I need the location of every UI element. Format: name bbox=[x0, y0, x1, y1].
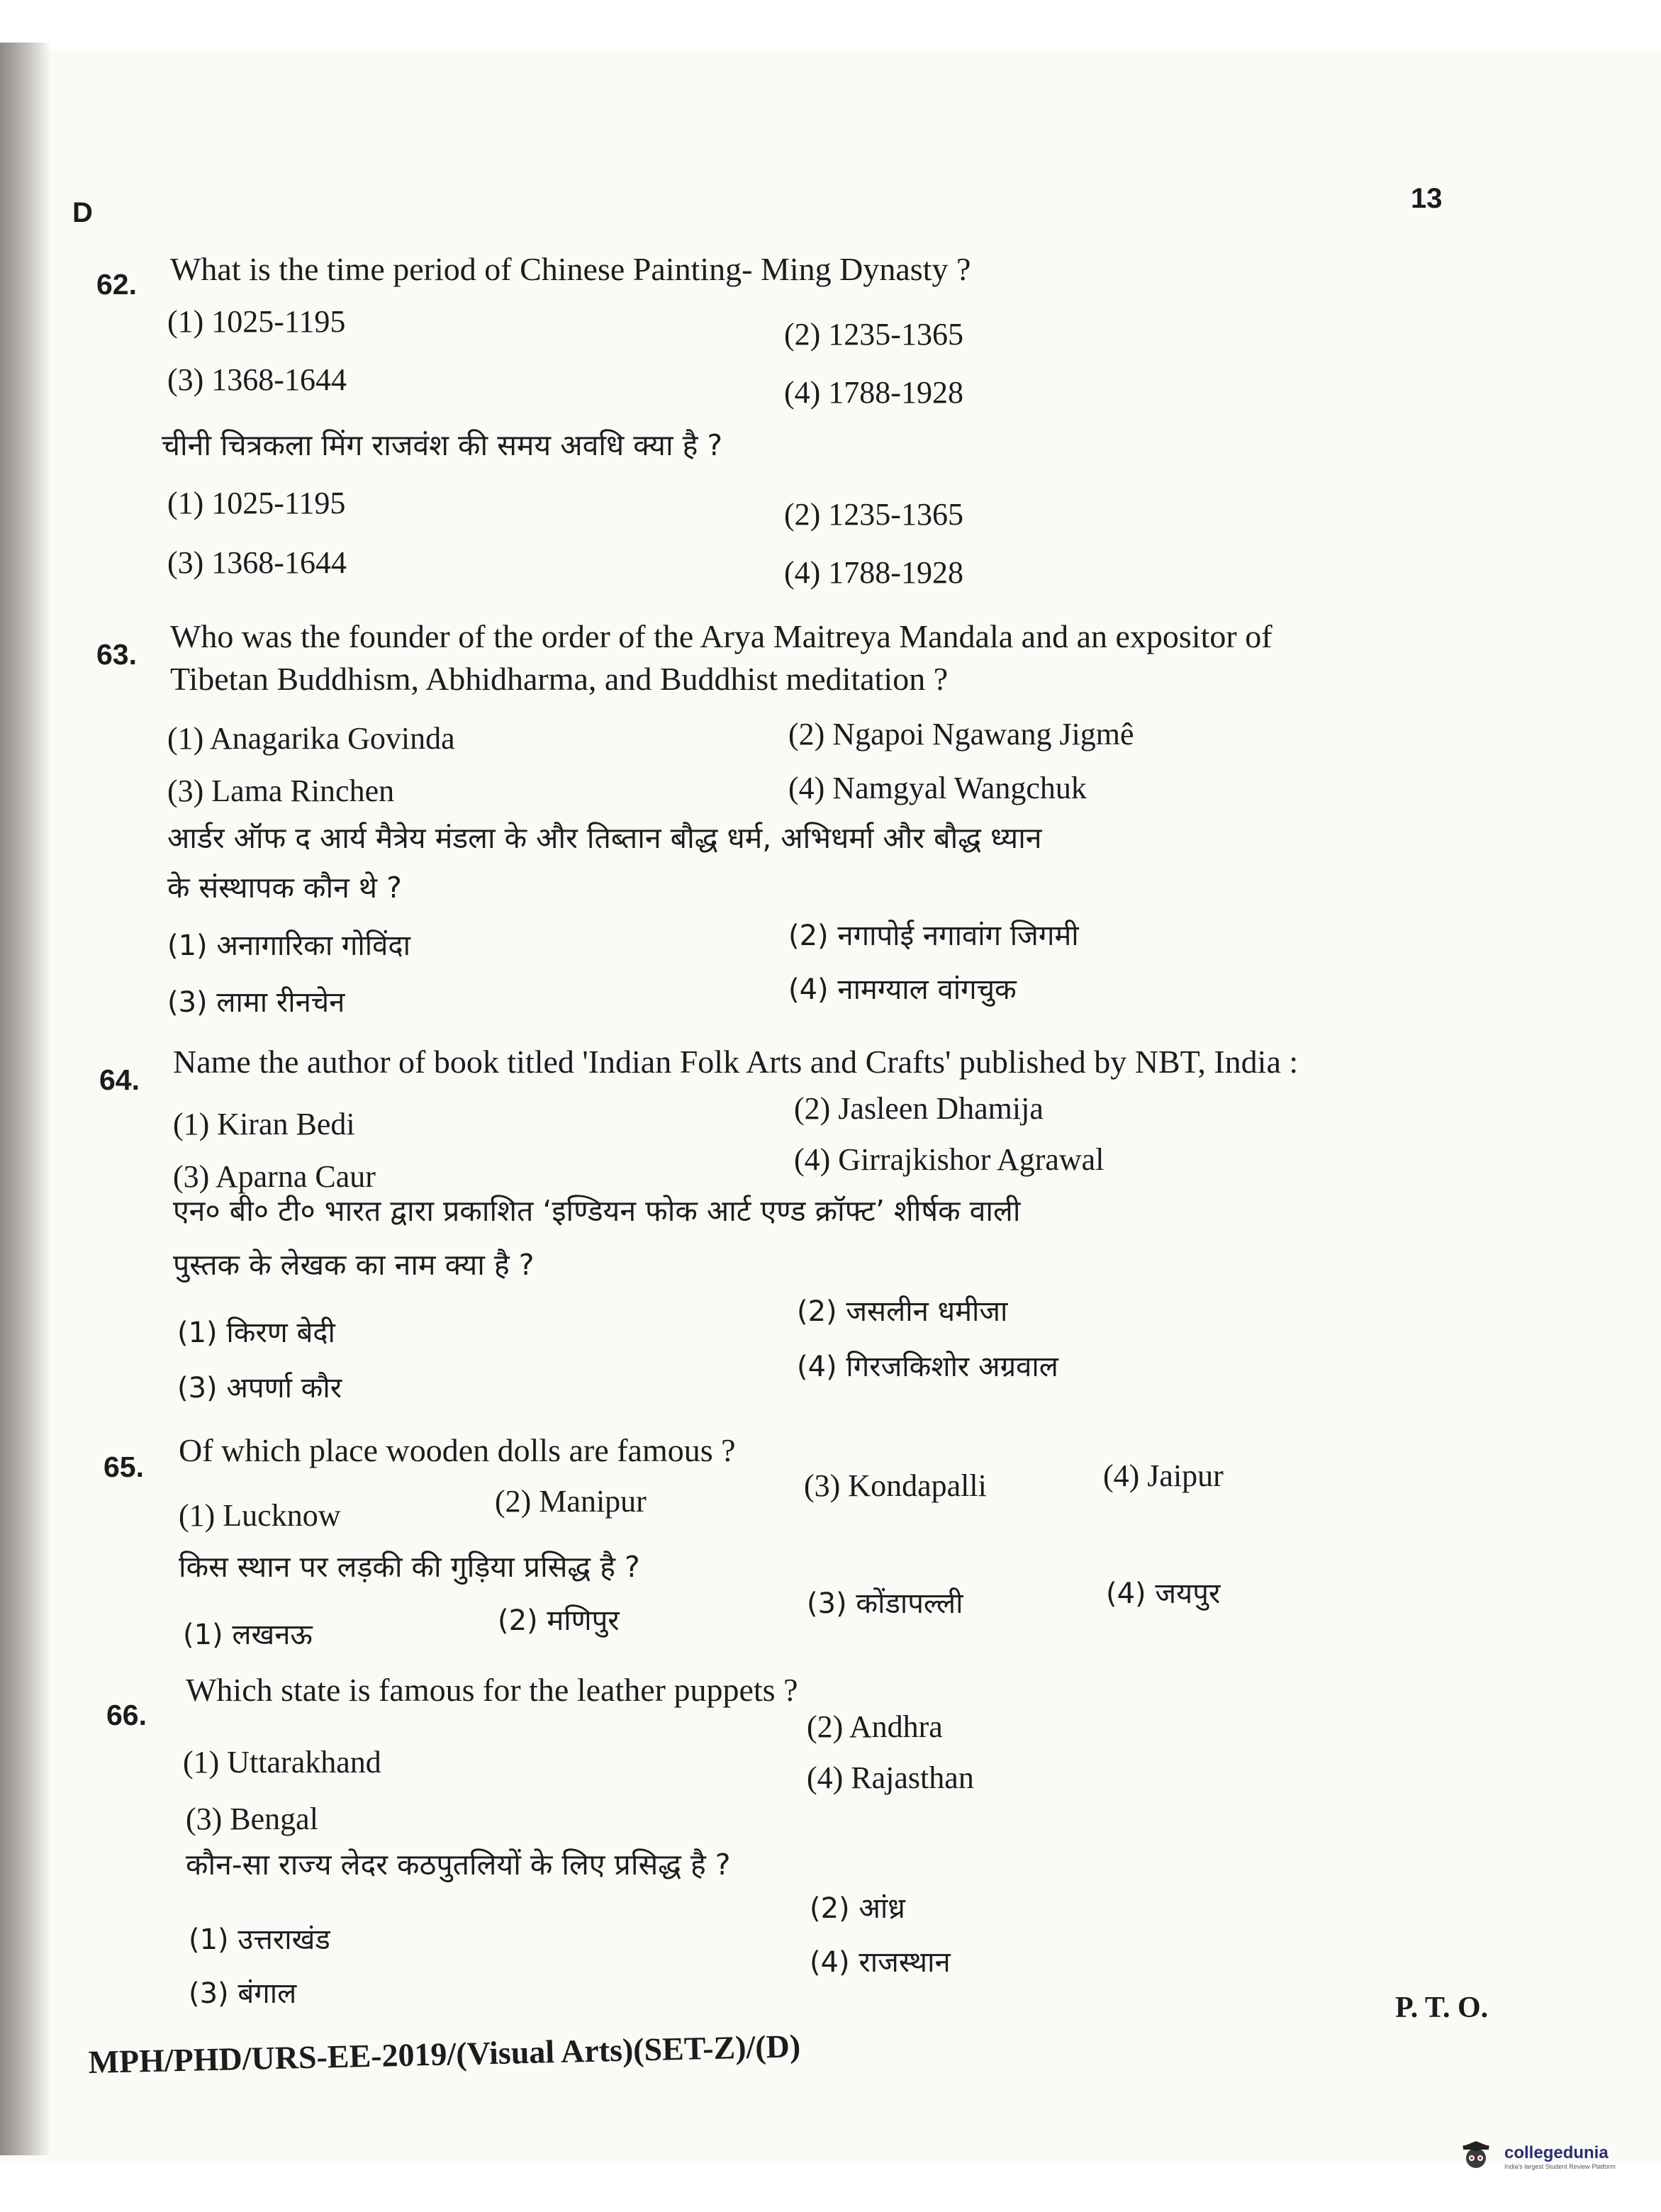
q63-option-4: (4) Namgyal Wangchuk bbox=[788, 771, 1087, 805]
q64-option-3: (3) Aparna Caur bbox=[173, 1159, 376, 1194]
question-63-number: 63. bbox=[96, 638, 137, 671]
q64-option-1: (1) Kiran Bedi bbox=[173, 1107, 355, 1141]
page-number: 13 bbox=[1411, 183, 1443, 214]
q66-option-3: (3) Bengal bbox=[186, 1802, 318, 1836]
question-66-hindi: कौन-सा राज्य लेदर कठपुतलियों के लिए प्रसिद्ध है ? bbox=[186, 1848, 731, 1882]
q66-option-1: (1) Uttarakhand bbox=[183, 1745, 381, 1780]
scan-bottom-margin bbox=[0, 2162, 1661, 2212]
scan-binding-shadow bbox=[0, 43, 51, 2155]
q66-hindi-option-4: (4) राजस्थान bbox=[810, 1946, 951, 1979]
student-mascot-icon bbox=[1453, 2140, 1499, 2174]
watermark-text bbox=[1504, 2143, 1616, 2170]
question-66-text: Which state is famous for the leather puppets ? bbox=[186, 1672, 798, 1708]
q62-hindi-option-1: (1) 1025-1195 bbox=[167, 486, 346, 520]
question-63-hindi-line-1: आर्डर ऑफ द आर्य मैत्रेय मंडला के और तिब्तान बौद्ध धर्म, अभिधर्मा और बौद्ध ध्यान bbox=[167, 821, 1042, 855]
q63-option-3: (3) Lama Rinchen bbox=[167, 773, 395, 808]
q64-hindi-option-4: (4) गिरजकिशोर अग्रवाल bbox=[797, 1351, 1058, 1383]
question-65-number: 65. bbox=[104, 1451, 144, 1483]
question-64-number: 64. bbox=[99, 1063, 140, 1096]
q65-hindi-option-4: (4) जयपुर bbox=[1106, 1577, 1221, 1610]
q62-hindi-option-2: (2) 1235-1365 bbox=[784, 497, 963, 532]
question-64-hindi-line-2: पुस्तक के लेखक का नाम क्या है ? bbox=[173, 1248, 535, 1282]
q63-option-2: (2) Ngapoi Ngawang Jigmê bbox=[788, 717, 1134, 752]
q62-option-3: (3) 1368-1644 bbox=[167, 362, 347, 397]
question-64-hindi-line-1: एन० बी० टी० भारत द्वारा प्रकाशित ‘इण्डियन फोक आर्ट एण्ड क्रॉफ्ट’ शीर्षक वाली bbox=[173, 1194, 1021, 1228]
q62-option-1: (1) 1025-1195 bbox=[167, 304, 346, 339]
question-62-hindi: चीनी चित्रकला मिंग राजवंश की समय अवधि क्या है ? bbox=[162, 428, 723, 462]
question-63-text-line-2: Tibetan Buddhism, Abhidharma, and Buddhist meditation ? bbox=[170, 661, 949, 697]
q66-hindi-option-1: (1) उत्तराखंड bbox=[189, 1923, 330, 1956]
q63-hindi-option-1: (1) अनागारिका गोविंदा bbox=[167, 929, 410, 962]
question-66-number: 66. bbox=[106, 1699, 147, 1731]
q62-option-2: (2) 1235-1365 bbox=[784, 317, 963, 352]
q64-hindi-option-3: (3) अपर्णा कौर bbox=[177, 1372, 342, 1404]
q65-option-1: (1) Lucknow bbox=[179, 1498, 341, 1533]
q66-hindi-option-2: (2) आंध्र bbox=[810, 1892, 905, 1925]
q64-hindi-option-2: (2) जसलीन धमीजा bbox=[797, 1295, 1008, 1328]
q62-option-4: (4) 1788-1928 bbox=[784, 375, 963, 410]
q63-hindi-option-4: (4) नामग्याल वांगचुक bbox=[788, 973, 1017, 1006]
question-64-text: Name the author of book titled 'Indian Folk Arts and Crafts' published by NBT, India : bbox=[173, 1044, 1299, 1080]
watermark-tagline: India's largest Student Review Platform bbox=[1504, 2163, 1616, 2170]
scan-top-margin bbox=[0, 0, 1661, 50]
q65-hindi-option-3: (3) कोंडापल्ली bbox=[807, 1587, 963, 1620]
q66-option-4: (4) Rajasthan bbox=[807, 1760, 974, 1795]
collegedunia-watermark bbox=[1453, 2140, 1616, 2174]
question-65-text: Of which place wooden dolls are famous ? bbox=[179, 1432, 736, 1468]
q65-hindi-option-1: (1) लखनऊ bbox=[183, 1619, 313, 1651]
question-62-text: What is the time period of Chinese Painting- Ming Dynasty ? bbox=[170, 251, 971, 287]
q63-hindi-option-3: (3) लामा रीनचेन bbox=[167, 986, 345, 1019]
q64-option-4: (4) Girrajkishor Agrawal bbox=[794, 1142, 1104, 1177]
q62-hindi-option-3: (3) 1368-1644 bbox=[167, 545, 347, 580]
question-65-hindi: किस स्थान पर लड़की की गुड़िया प्रसिद्ध है ? bbox=[179, 1550, 640, 1584]
q66-hindi-option-3: (3) बंगाल bbox=[189, 1977, 297, 2010]
question-62-number: 62. bbox=[96, 268, 137, 301]
q65-option-4: (4) Jaipur bbox=[1103, 1458, 1224, 1493]
q65-option-2: (2) Manipur bbox=[495, 1484, 647, 1519]
q65-hindi-option-2: (2) मणिपुर bbox=[498, 1604, 620, 1637]
please-turn-over: P. T. O. bbox=[1395, 1992, 1489, 2024]
question-63-text-line-1: Who was the founder of the order of the Arya Maitreya Mandala and an expositor of bbox=[170, 618, 1273, 654]
q65-option-3: (3) Kondapalli bbox=[804, 1468, 987, 1503]
watermark-brand: collegedunia bbox=[1504, 2143, 1609, 2162]
q63-option-1: (1) Anagarika Govinda bbox=[167, 721, 455, 756]
q64-hindi-option-1: (1) किरण बेदी bbox=[177, 1317, 335, 1349]
q62-hindi-option-4: (4) 1788-1928 bbox=[784, 555, 963, 590]
question-63-hindi-line-2: के संस्थापक कौन थे ? bbox=[167, 871, 402, 905]
exam-code: MPH/PHD/URS-EE-2019/(Visual Arts)(SET-Z)/(D) bbox=[88, 2028, 801, 2080]
q63-hindi-option-2: (2) नगापोई नगावांग जिगमी bbox=[788, 920, 1079, 952]
set-letter: D bbox=[72, 197, 93, 228]
q66-option-2: (2) Andhra bbox=[807, 1709, 943, 1744]
q64-option-2: (2) Jasleen Dhamija bbox=[794, 1091, 1044, 1126]
